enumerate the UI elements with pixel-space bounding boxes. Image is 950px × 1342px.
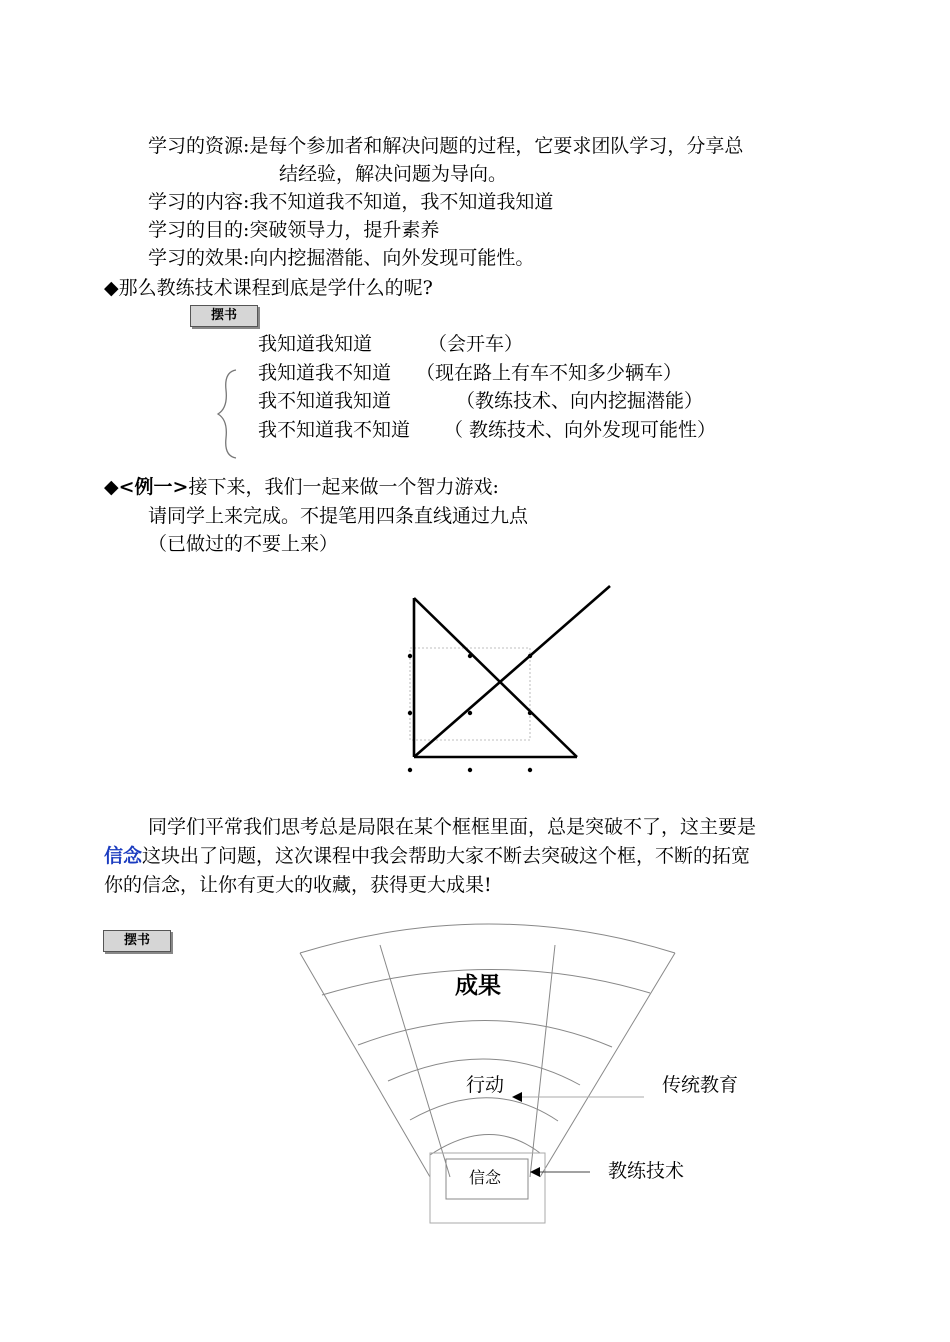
learning-resource-label: 学习的资源:	[148, 135, 250, 157]
example-intro: 接下来，我们一起来做一个智力游戏:	[188, 476, 499, 498]
diagram-traditional: 传统教育	[662, 1074, 739, 1096]
learning-resource	[148, 135, 743, 158]
diagram-belief: 信念	[469, 1168, 502, 1187]
board-tag-1: 摆书	[190, 305, 258, 327]
learning-effect-text: 向内挖掘潜能、向外发现可能性。	[249, 247, 535, 269]
know-item-2-b: （现在路上有车不知多少辆车）	[416, 362, 683, 384]
example-line1: 请同学上来完成。不提笔用四条直线通过九点	[148, 505, 529, 527]
learning-content-label: 学习的内容:	[148, 191, 250, 213]
learning-resource-cont: 结经验，解决问题为导向。	[279, 163, 508, 185]
para-line1: 同学们平常我们思考总是局限在某个框框里面，总是突破不了，这主要是	[148, 816, 757, 838]
example-line	[104, 476, 499, 499]
know-item-3	[258, 390, 703, 413]
line-diagonal-up	[414, 586, 610, 757]
know-item-3-a: 我不知道我知道	[258, 390, 392, 412]
brace-icon	[214, 368, 242, 460]
know-item-4-a: 我不知道我不知道	[258, 419, 411, 441]
belief-highlight: 信念	[104, 845, 143, 867]
diagram-result: 成果	[455, 973, 501, 999]
board-tag-2: 摆书	[103, 930, 171, 952]
example-marker: ◆<例一>	[104, 476, 189, 498]
learning-purpose	[148, 219, 439, 242]
nine-dots-puzzle	[395, 580, 625, 780]
para-line3: 你的信念，让你有更大的收藏，获得更大成果!	[104, 874, 492, 896]
learning-content	[148, 191, 553, 214]
question-line: ◆那么教练技术课程到底是学什么的呢?	[104, 277, 433, 299]
diagram-action: 行动	[466, 1074, 505, 1096]
belief-diagram	[290, 915, 770, 1235]
para-line2	[104, 845, 750, 868]
diagram-coaching: 教练技术	[608, 1160, 685, 1182]
know-item-2	[258, 362, 682, 385]
learning-purpose-text: 突破领导力，提升素养	[249, 219, 440, 241]
arrow-head-coaching-icon	[530, 1167, 540, 1177]
know-item-1-b: （会开车）	[428, 333, 524, 355]
know-item-3-b: （教练技术、向内挖掘潜能）	[456, 390, 704, 412]
know-item-1	[258, 333, 523, 356]
know-item-4	[258, 419, 716, 442]
know-item-2-a: 我知道我不知道	[258, 362, 392, 384]
learning-purpose-label: 学习的目的:	[148, 219, 250, 241]
know-item-4-b: （ 教练技术、向外发现可能性）	[444, 419, 717, 441]
learning-content-text: 我不知道我不知道，我不知道我知道	[249, 191, 554, 213]
know-item-1-a: 我知道我知道	[258, 333, 373, 355]
line-diagonal-down	[414, 598, 577, 757]
example-line2: （已做过的不要上来）	[148, 533, 339, 555]
learning-resource-text: 是每个参加者和解决问题的过程，它要求团队学习，分享总	[249, 135, 744, 157]
learning-effect-label: 学习的效果:	[148, 247, 250, 269]
learning-effect	[148, 247, 534, 270]
para-line2-text: 这块出了问题，这次课程中我会帮助大家不断去突破这个框，不断的拓宽	[142, 845, 751, 867]
